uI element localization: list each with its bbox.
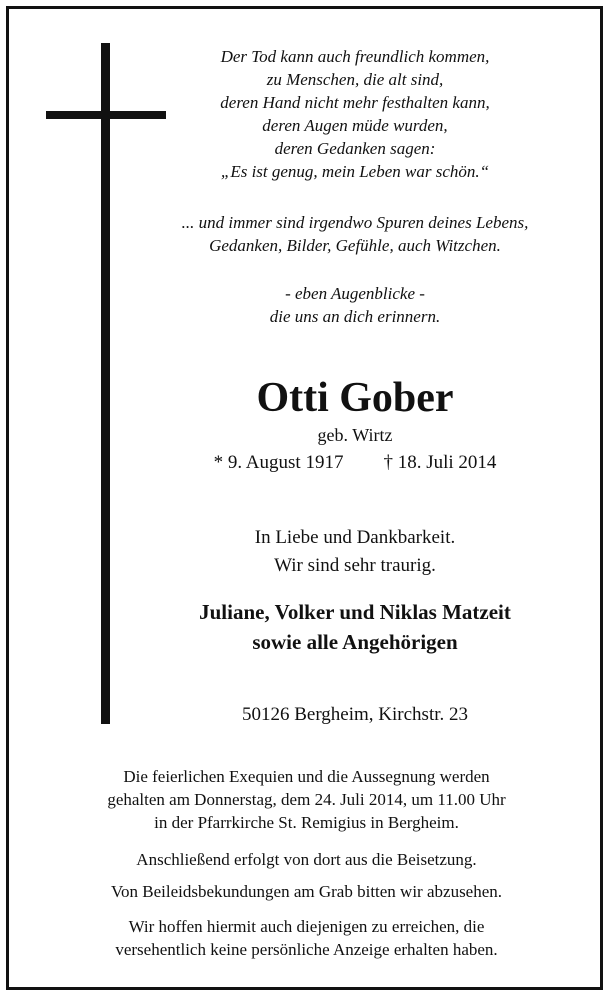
- birth-date: * 9. August 1917: [213, 452, 344, 473]
- deceased-name: Otti Gober: [256, 375, 454, 421]
- poem-stanza-1: [120, 45, 590, 183]
- burial-notice: Anschließend erfolgt von dort aus die Beisetzung.: [136, 850, 477, 869]
- family-line: Juliane, Volker und Niklas Matzeit: [199, 600, 511, 624]
- notice-line: in der Pfarrkirche St. Remigius in Bergheim.: [154, 813, 459, 832]
- family-address: 50126 Bergheim, Kirchstr. 23: [241, 704, 469, 725]
- final-notice: [20, 915, 593, 961]
- poem-stanza-3: [120, 282, 590, 328]
- poem-line: Der Tod kann auch freundlich kommen,: [220, 47, 490, 66]
- notice-line: versehentlich keine persönliche Anzeige erhalten haben.: [115, 940, 498, 959]
- notice-line: Die feierlichen Exequien und die Aussegnung werden: [123, 767, 490, 786]
- poem-line: deren Gedanken sagen:: [274, 139, 436, 158]
- notice-line: gehalten am Donnerstag, dem 24. Juli 2014, um 11.00 Uhr: [107, 790, 506, 809]
- life-dates: [120, 451, 590, 475]
- condolence-notice: Von Beileidsbekundungen am Grab bitten wir abzusehen.: [110, 882, 503, 901]
- poem-line: Gedanken, Bilder, Gefühle, auch Witzchen.: [209, 236, 501, 255]
- poem-line: deren Augen müde wurden,: [262, 116, 448, 135]
- poem-line: die uns an dich erinnern.: [269, 307, 441, 326]
- poem-line: „Es ist genug, mein Leben war schön.“: [220, 162, 490, 181]
- death-date: † 18. Juli 2014: [383, 452, 497, 473]
- message-line: Wir sind sehr traurig.: [274, 555, 436, 576]
- poem-line: - eben Augenblicke -: [285, 284, 425, 303]
- mourning-message: [120, 524, 590, 580]
- family-signature: [120, 597, 590, 657]
- poem-stanza-2: [120, 211, 590, 257]
- poem-line: deren Hand nicht mehr festhalten kann,: [220, 93, 490, 112]
- cross-icon-vertical-beam: [101, 43, 110, 724]
- maiden-name: geb. Wirtz: [317, 425, 393, 445]
- poem-line: ... und immer sind irgendwo Spuren deines Lebens,: [181, 213, 529, 232]
- message-line: In Liebe und Dankbarkeit.: [254, 527, 456, 548]
- funeral-notice: [20, 765, 593, 834]
- notice-line: Wir hoffen hiermit auch diejenigen zu erreichen, die: [128, 917, 485, 936]
- poem-line: zu Menschen, die alt sind,: [266, 70, 444, 89]
- family-line: sowie alle Angehörigen: [252, 630, 458, 654]
